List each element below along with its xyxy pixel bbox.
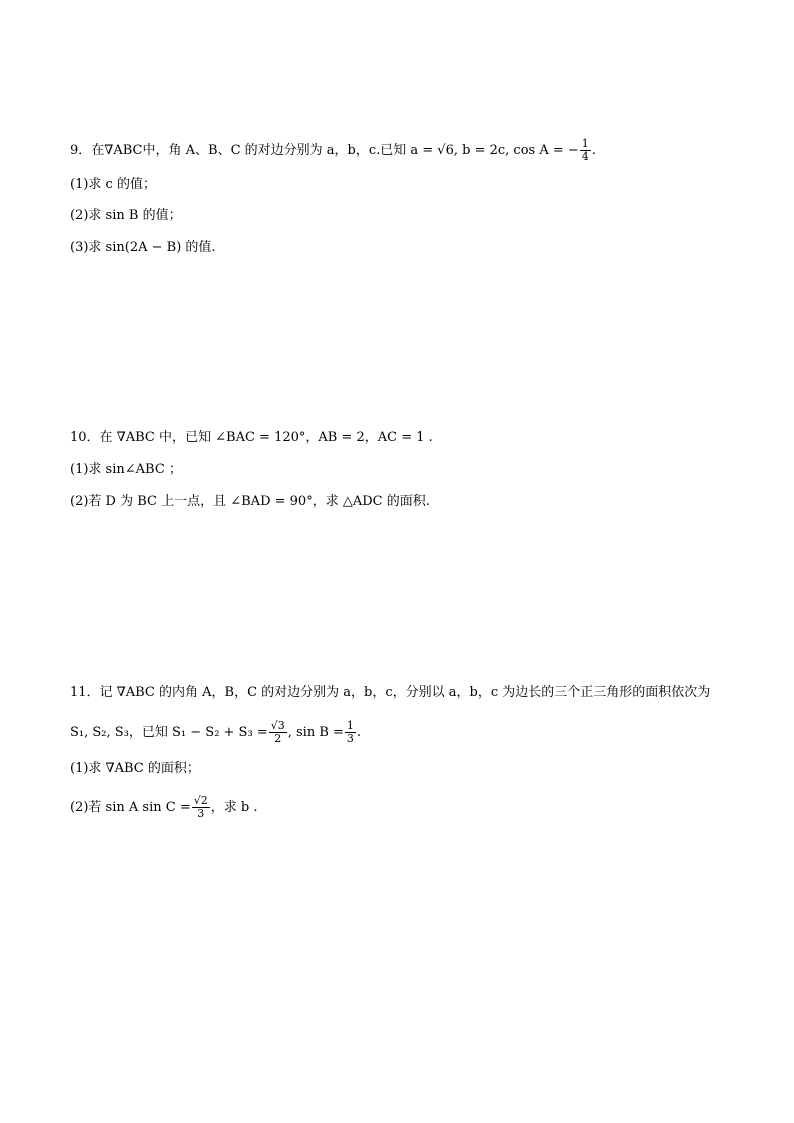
fraction-root2-over-3 bbox=[192, 795, 210, 820]
period: . bbox=[591, 143, 596, 158]
problem-11-part-2-text: (2)若 sin A sin C = bbox=[70, 800, 191, 815]
problem-9-intro: 9．在 bbox=[70, 143, 105, 158]
fraction-numerator: √2 bbox=[193, 794, 208, 807]
problem-11-part-2 bbox=[70, 794, 258, 820]
problem-9-part-2: (2)求 sin B 的值； bbox=[70, 208, 182, 223]
problem-11-part-2-end: ，求 b . bbox=[210, 800, 258, 815]
problem-10-part-1: (1)求 sin∠ABC ； bbox=[70, 462, 182, 477]
period: . bbox=[356, 725, 362, 740]
problem-9-text: 中，角 A、B、C 的对边分别为 a，b，c.已知 a = √6, b = 2c, cos A = − bbox=[142, 143, 579, 158]
fraction-numerator: √3 bbox=[270, 719, 285, 732]
problem-11-statement-line-1: 11．记 ∇ABC 的内角 A，B，C 的对边分别为 a，b，c，分别以 a，b，c 为边长的三个正三角形的面积依次为 bbox=[70, 685, 711, 700]
fraction-numerator: 1 bbox=[346, 719, 354, 732]
problem-9-part-1: (1)求 c 的值； bbox=[70, 177, 156, 192]
fraction-denominator: 3 bbox=[346, 732, 354, 745]
problem-11-sinB: , sin B = bbox=[287, 725, 344, 740]
fraction-denominator: 4 bbox=[581, 150, 589, 163]
problem-11-statement-line-2 bbox=[70, 719, 362, 745]
triangle-symbol: ∇ABC bbox=[104, 143, 143, 158]
problem-11-part-1: (1)求 ∇ABC 的面积； bbox=[70, 761, 200, 776]
fraction-numerator: 1 bbox=[581, 137, 589, 150]
problem-10-part-2: (2)若 D 为 BC 上一点，且 ∠BAD = 90°，求 △ADC 的面积. bbox=[70, 494, 430, 509]
problem-9-part-3: (3)求 sin(2A − B) 的值. bbox=[70, 240, 216, 255]
fraction-denominator: 2 bbox=[274, 732, 282, 745]
fraction-one-quarter bbox=[580, 138, 591, 163]
fraction-denominator: 3 bbox=[197, 807, 205, 820]
problem-11-area-condition: S₁, S₂, S₃，已知 S₁ − S₂ + S₃ = bbox=[70, 725, 268, 740]
problem-9-statement bbox=[70, 137, 596, 163]
fraction-one-third bbox=[345, 720, 356, 745]
problem-10-statement: 10．在 ∇ABC 中，已知 ∠BAC = 120°，AB = 2，AC = 1 . bbox=[70, 430, 433, 445]
fraction-root3-over-2 bbox=[269, 720, 287, 745]
